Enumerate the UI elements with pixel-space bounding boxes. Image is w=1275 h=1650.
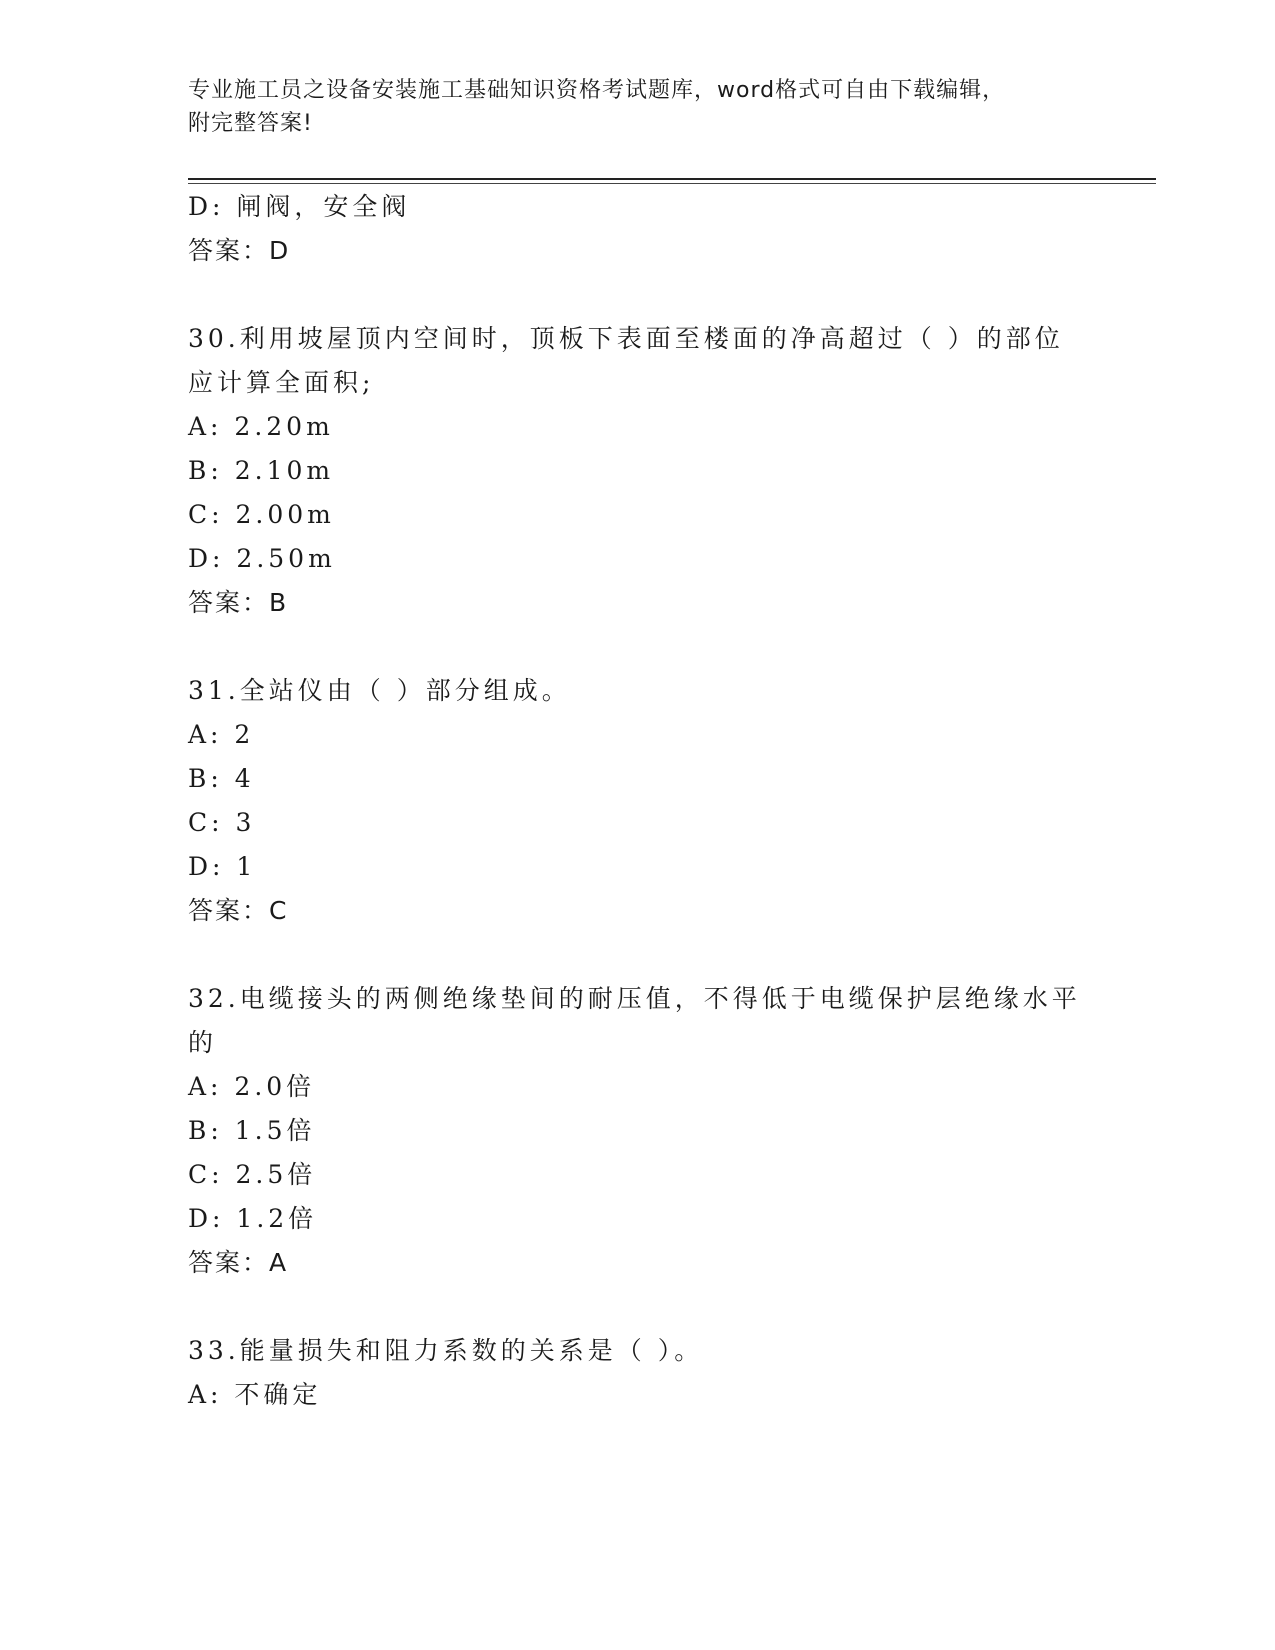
document-header <box>188 74 1088 140</box>
question-31: 31.全站仪由（ ）部分组成。 <box>188 676 571 705</box>
option-a-q32: A: 2.0倍 <box>188 1072 316 1101</box>
option-d-q29: D: 闸阀，安全阀 <box>188 192 411 221</box>
option-d-q31: D: 1 <box>188 852 257 881</box>
header-divider-thick <box>188 178 1156 180</box>
answer-q29: 答案：D <box>188 236 291 265</box>
option-b-q30: B: 2.10m <box>188 456 335 485</box>
question-30-line-1: 30.利用坡屋顶内空间时，顶板下表面至楼面的净高超过（ ）的部位 <box>188 324 1064 353</box>
option-a-q33: A: 不确定 <box>188 1380 322 1409</box>
header-divider-thin <box>188 183 1156 184</box>
answer-q30: 答案：B <box>188 588 289 617</box>
question-32-line-2: 的 <box>188 1028 218 1057</box>
option-b-q32: B: 1.5倍 <box>188 1116 316 1145</box>
option-c-q31: C: 3 <box>188 808 256 837</box>
option-c-q32: C: 2.5倍 <box>188 1160 317 1189</box>
header-line-2: 附完整答案! <box>188 111 313 136</box>
option-d-q32: D: 1.2倍 <box>188 1204 318 1233</box>
option-d-q30: D: 2.50m <box>188 544 336 573</box>
option-b-q31: B: 4 <box>188 764 255 793</box>
answer-q31: 答案：C <box>188 896 289 925</box>
header-line-1: 专业施工员之设备安装施工基础知识资格考试题库，word格式可自由下载编辑， <box>188 78 1006 103</box>
question-33: 33.能量损失和阻力系数的关系是（ ）。 <box>188 1336 704 1365</box>
question-32-line-1: 32.电缆接头的两侧绝缘垫间的耐压值，不得低于电缆保护层绝缘水平 <box>188 984 1081 1013</box>
question-30-line-2: 应计算全面积; <box>188 368 375 397</box>
option-a-q30: A: 2.20m <box>188 412 334 441</box>
answer-q32: 答案：A <box>188 1248 289 1277</box>
option-a-q31: A: 2 <box>188 720 255 749</box>
option-c-q30: C: 2.00m <box>188 500 335 529</box>
